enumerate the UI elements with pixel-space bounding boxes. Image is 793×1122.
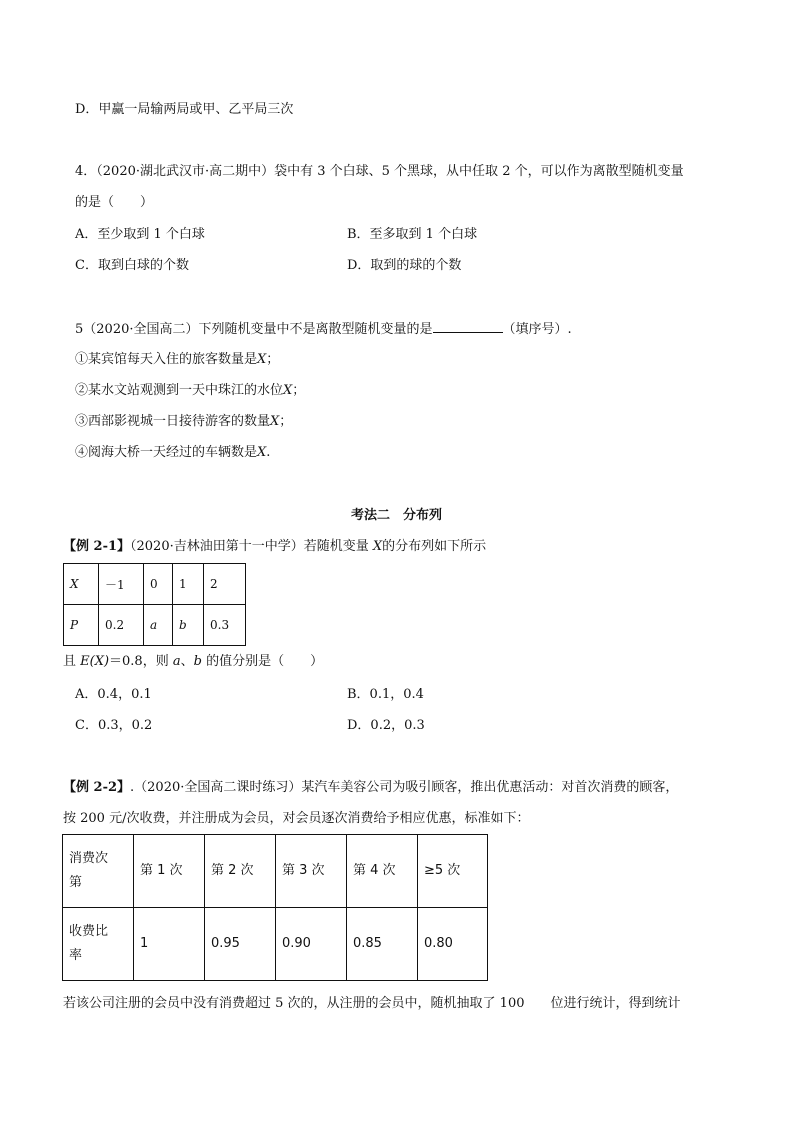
q4-option-c: C．取到白球的个数	[75, 258, 189, 273]
table-cell: 0.2	[99, 605, 144, 646]
ex21-cond-b-var: b	[193, 654, 202, 669]
q5-item-2-end: ；	[292, 383, 306, 398]
q5-item-3-text: ③西部影视城一日接待游客的数量	[75, 414, 271, 429]
table-cell: 消费次 第	[63, 835, 134, 908]
ex21-stem-b: 的分布列如下所示	[382, 539, 487, 554]
table-cell: 1	[173, 564, 204, 605]
table-cell: 0.85	[347, 908, 418, 981]
table-row	[64, 605, 246, 646]
table-cell: 0.95	[205, 908, 276, 981]
ex22-line1-text: .（2020·全国高二课时练习）某汽车美容公司为吸引顾客，推出优惠活动：对首次消费的顾客，	[130, 780, 679, 795]
ex21-condition	[63, 653, 323, 671]
table-cell: 0	[144, 564, 173, 605]
table-cell: 2	[204, 564, 246, 605]
ex21-cond-d: 的值分别是（ ）	[201, 654, 324, 669]
table-cell: 第 4 次	[347, 835, 418, 908]
ex21-cond-b: ＝0.8，则	[109, 654, 173, 669]
section-title: 考法二 分布列	[350, 508, 442, 523]
ex21-option-c: C．0.3，0.2	[75, 718, 153, 733]
ex21-option-b: B．0.1，0.4	[347, 687, 424, 702]
q5-item-1-end: ；	[266, 352, 280, 367]
q5-item-1	[75, 351, 279, 369]
ex21-option-a: A．0.4，0.1	[75, 687, 152, 702]
q3-option-d: D．甲赢一局输两局或甲、乙平局三次	[75, 102, 294, 117]
q5-item-2	[75, 382, 305, 400]
q5-stem-prefix: 5（2020·全国高二）下列随机变量中不是离散型随机变量的是	[75, 322, 433, 337]
q5-item-2-text: ②某水文站观测到一天中珠江的水位	[75, 383, 284, 398]
q4-option-d: D．取到的球的个数	[347, 258, 462, 273]
q5-item-1-var: X	[257, 352, 267, 367]
q4-stem-line1: 4．（2020·湖北武汉市·高二期中）袋中有 3 个白球、5 个黑球，从中任取 2 个，可以作为离散型随机变量	[75, 164, 684, 179]
q5-item-4-end: .	[266, 445, 271, 460]
table-cell: P	[64, 605, 99, 646]
q5-item-3	[75, 413, 292, 431]
table-cell: 第 1 次	[134, 835, 205, 908]
ex21-cond-ex: E(X)	[80, 654, 110, 669]
table-cell: 1	[134, 908, 205, 981]
ex21-cond-a: 且	[63, 654, 81, 669]
q5-stem-suffix: （填序号）.	[502, 322, 572, 337]
q4-stem-line2: 的是（ ）	[75, 195, 154, 210]
table-cell: X	[64, 564, 99, 605]
ex22-tag: 【例 2-2】	[63, 780, 131, 795]
table-cell: 0.90	[276, 908, 347, 981]
table-cell: a	[144, 605, 173, 646]
q5-item-4-text: ④阅海大桥一天经过的车辆数是	[75, 445, 258, 460]
q4-option-b: B．至多取到 1 个白球	[347, 227, 478, 242]
q5-item-1-text: ①某宾馆每天入住的旅客数量是	[75, 352, 258, 367]
table-row	[63, 908, 488, 981]
table-cell: 0.3	[204, 605, 246, 646]
q5-item-3-end: ；	[279, 414, 293, 429]
q5-stem	[75, 320, 572, 339]
answer-blank[interactable]	[433, 320, 503, 333]
table-cell: 第 3 次	[276, 835, 347, 908]
table-cell: 第 2 次	[205, 835, 276, 908]
table-cell: b	[173, 605, 204, 646]
ex21-cond-c: 、	[180, 654, 194, 669]
ex22-line2: 按 200 元/次收费，并注册成为会员，对会员逐次消费给予相应优惠，标准如下：	[63, 811, 530, 826]
ex21-stem	[63, 538, 486, 556]
ex21-tag: 【例 2-1】	[63, 539, 131, 554]
ex21-stem-a: （2020·吉林油田第十一中学）若随机变量	[130, 539, 373, 554]
table-cell: ≥5 次	[418, 835, 488, 908]
q5-item-3-var: X	[270, 414, 280, 429]
ex22-line3: 若该公司注册的会员中没有消费超过 5 次的，从注册的会员中，随机抽取了 100 位进行统计，得到统计	[63, 996, 681, 1011]
table-cell: －1	[99, 564, 144, 605]
q4-option-a: A．至少取到 1 个白球	[75, 227, 205, 242]
distribution-table	[63, 563, 246, 646]
q5-item-4	[75, 444, 270, 462]
table-row	[64, 564, 246, 605]
ex21-cond-a-var: a	[172, 654, 181, 669]
table-row	[63, 835, 488, 908]
q5-item-4-var: X	[257, 445, 267, 460]
table-cell: 0.80	[418, 908, 488, 981]
table-cell: 收费比 率	[63, 908, 134, 981]
q5-item-2-var: X	[283, 383, 293, 398]
ex21-stem-var: X	[372, 539, 383, 554]
ex22-line1	[63, 779, 678, 797]
discount-table	[62, 834, 488, 981]
ex21-option-d: D．0.2，0.3	[347, 718, 425, 733]
